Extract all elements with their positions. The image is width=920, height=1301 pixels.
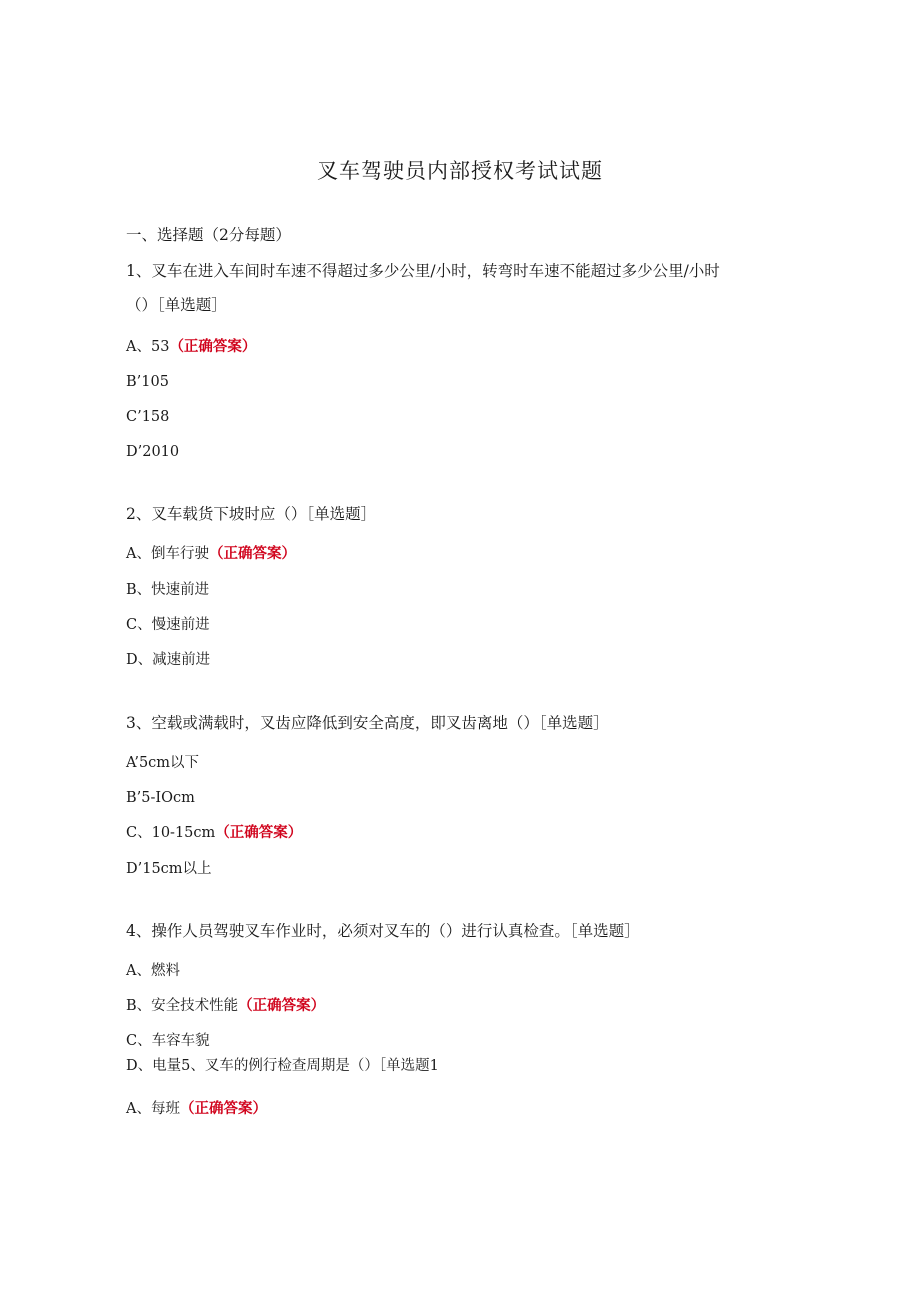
question-4-option-a: A、燃料 <box>126 963 180 979</box>
option-label: A、53 <box>126 339 170 355</box>
question-1-option-b: B’105 <box>126 374 169 390</box>
option-label: A、倒车行驶 <box>126 546 209 562</box>
question-4-option-c: C、车容车貌 <box>126 1033 210 1049</box>
question-2-option-d: D、减速前进 <box>126 652 211 668</box>
question-3-text: 3、空载或满载时，叉齿应降低到安全高度，即叉齿离地（）［单选题］ <box>126 714 609 732</box>
question-2-option-c: C、慢速前进 <box>126 617 210 633</box>
correct-answer-tag: （正确答案） <box>169 339 257 355</box>
question-1-text-cont: （）［单选题］ <box>126 296 227 314</box>
option-label: C、10-15cm <box>126 825 216 841</box>
section-heading: 一、选择题（2分每题） <box>126 226 291 244</box>
question-1-option-a <box>126 336 256 358</box>
question-1-option-c: C’158 <box>126 409 170 425</box>
question-4-option-d: D、电量5、叉车的例行检查周期是（）［单选题1 <box>126 1058 439 1074</box>
question-2-option-b: B、快速前进 <box>126 582 210 598</box>
question-2-option-a <box>126 543 296 565</box>
question-4-text: 4、操作人员驾驶叉车作业时，必须对叉车的（）进行认真检查。［单选题］ <box>126 922 640 940</box>
option-label: B、安全技术性能 <box>126 998 239 1014</box>
question-3-option-d: D’15cm以上 <box>126 861 212 877</box>
option-label: A、每班 <box>126 1101 180 1117</box>
correct-answer-tag: （正确答案） <box>179 1101 267 1117</box>
question-1-text: 1、叉车在进入车间时车速不得超过多少公里/小时，转弯时车速不能超过多少公里/小时 <box>126 262 720 280</box>
question-1-option-d: D’2010 <box>126 444 180 460</box>
question-3-option-b: B’5-IOcm <box>126 790 195 806</box>
correct-answer-tag: （正确答案） <box>238 998 326 1014</box>
correct-answer-tag: （正确答案） <box>208 546 296 562</box>
question-5-option-a <box>126 1098 267 1120</box>
page-title: 叉车驾驶员内部授权考试试题 <box>317 159 603 183</box>
question-4-option-b <box>126 995 325 1017</box>
question-3-option-c <box>126 822 302 844</box>
correct-answer-tag: （正确答案） <box>215 825 303 841</box>
question-3-option-a: A’5cm以下 <box>126 755 200 771</box>
question-2-text: 2、叉车载货下坡时应（）［单选题］ <box>126 505 377 523</box>
